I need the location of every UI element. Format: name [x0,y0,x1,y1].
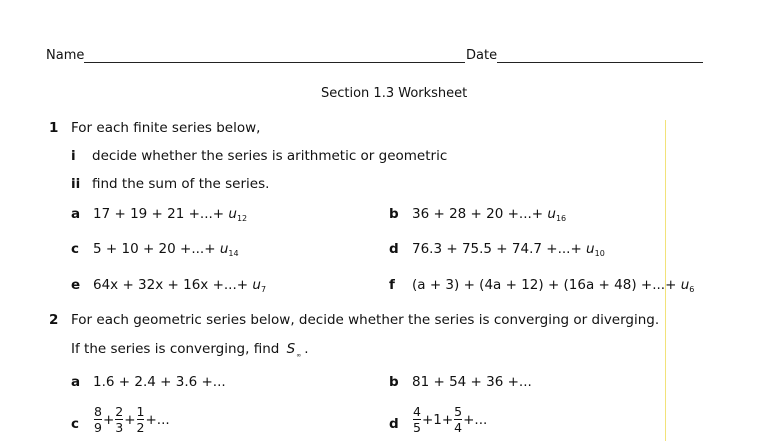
q2-s-sub: ∞ [296,352,302,359]
q2a-label: a [71,374,81,390]
q1f-label: f [389,277,395,293]
date-label: Date [466,48,498,63]
q1c-terms: 5 + 10 + 20 +...+ [93,241,220,257]
q2-s-end: . [304,341,309,357]
q1e-u: u [252,277,261,293]
q2b-series: 81 + 54 + 36 +... [412,374,532,390]
q1b-u: u [547,206,556,222]
q2-text2: If the series is converging, find [71,341,280,357]
q2d-f2-den: 4 [454,420,463,435]
q2c-f2-den: 3 [115,420,124,435]
q1d-series [412,241,605,258]
q1b-sub: 16 [555,214,567,223]
q2c-frac-3 [137,405,145,435]
q2c-f2-num: 2 [115,404,124,419]
q1-part-ii-label: ii [71,176,81,192]
q2-text: For each geometric series below, decide whether the series is converging or diverging. [71,312,660,328]
q1f-series [412,277,694,294]
q2d-f1-num: 4 [413,404,421,419]
q1e-sub: 7 [260,285,267,294]
q1-number: 1 [49,120,59,136]
q2c-f3-den: 2 [136,420,145,435]
q2d-f1-den: 5 [413,420,421,435]
q2c-f3-num: 1 [136,404,145,419]
q1e-terms: 64x + 32x + 16x +...+ [93,277,253,293]
q2c-series: $\frac{8}{9}$ + $\frac{2}{3}$ + $\frac{1}{2}$ +... [94,404,170,435]
q2d-f2-num: 5 [454,404,463,419]
name-line[interactable] [84,62,465,63]
q2-number: 2 [49,312,59,328]
q2-s-symbol: S [286,341,296,357]
q1e-series [93,277,266,294]
worksheet-title: Section 1.3 Worksheet [321,86,468,101]
q2d-label: d [389,416,399,432]
q2c-f1-num: 8 [94,404,102,419]
q2c-tail: +... [145,412,170,428]
q1e-label: e [71,277,81,293]
q1b-series [412,206,566,223]
name-label: Name [46,48,85,63]
q1-part-i-label: i [71,148,76,164]
q1-text: For each finite series below, [71,120,261,136]
q1d-sub: 10 [594,249,605,258]
q1-part-ii-text: find the sum of the series. [92,176,270,192]
q1d-u: u [586,241,595,257]
date-line[interactable] [497,62,703,63]
q1c-label: c [71,241,80,257]
q1c-series [93,241,239,258]
q1b-terms: 36 + 28 + 20 +...+ [412,206,548,222]
q1d-terms: 76.3 + 75.5 + 74.7 +...+ [412,241,587,257]
q2d-tail: +... [463,412,488,428]
q1f-sub: 6 [689,285,695,294]
q1a-series [93,206,247,223]
q2b-label: b [389,374,399,390]
q1f-terms: (a + 3) + (4a + 12) + (16a + 48) +...+ [412,277,681,293]
q1c-u: u [219,241,229,257]
q1-part-i-text: decide whether the series is arithmetic or geometric [92,148,448,164]
q2c-label: c [71,416,80,432]
q2d-frac-2 [454,405,462,435]
q2c-f1-den: 9 [94,420,102,435]
q2c-frac-1 [94,405,102,435]
q1f-u: u [680,277,690,293]
q1a-u: u [228,206,237,222]
q2-text-line2 [71,341,309,359]
q1d-label: d [389,241,399,257]
q2d-series [412,405,487,435]
q1a-terms: 17 + 19 + 21 +...+ [93,206,229,222]
q2a-series: 1.6 + 2.4 + 3.6 +... [93,374,226,390]
q1c-sub: 14 [228,249,239,258]
q2d-frac-1 [413,405,421,435]
q1a-label: a [71,206,81,222]
q2c-frac-2 [115,405,123,435]
q1a-sub: 12 [236,214,248,223]
q1b-label: b [389,206,399,222]
q2d-mid: +1+ [421,412,454,428]
